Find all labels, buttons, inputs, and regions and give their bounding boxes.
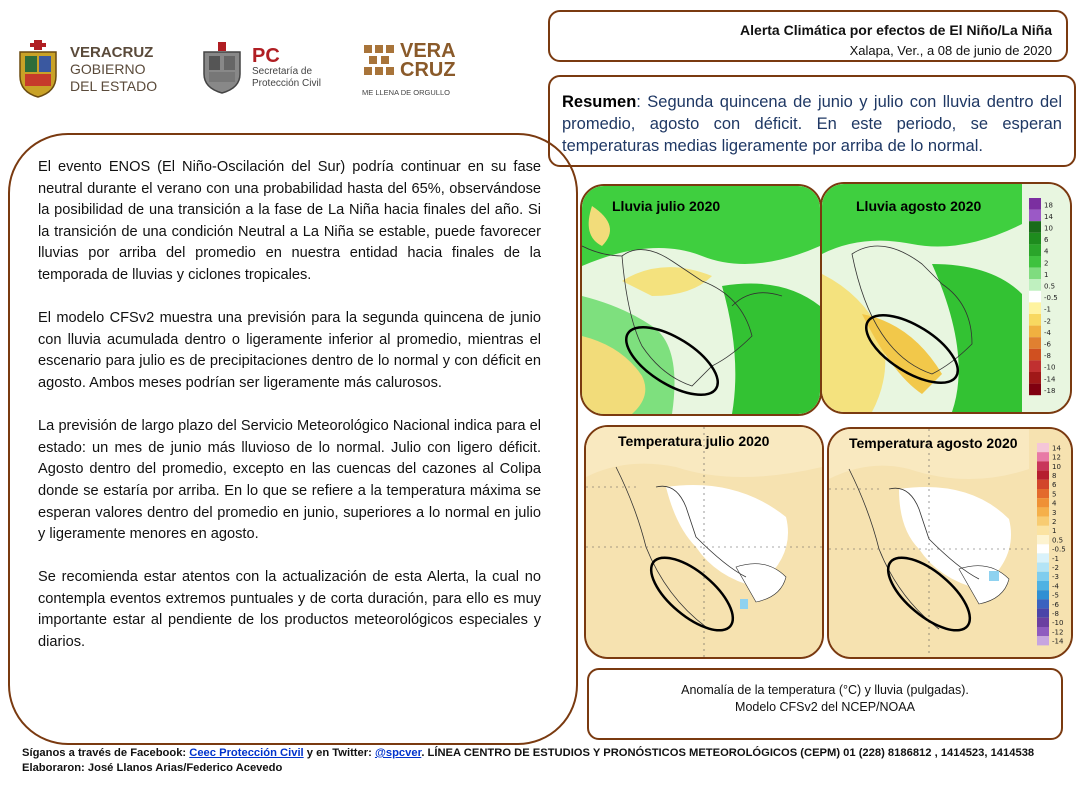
rain-legend-swatch (1029, 314, 1041, 326)
temp-legend-tick-label: -10 (1052, 619, 1064, 628)
rain-legend-swatch (1029, 291, 1041, 303)
temp-legend-tick-label: 12 (1052, 453, 1061, 462)
rain-legend-swatch (1029, 384, 1041, 396)
rain-legend-swatch (1029, 349, 1041, 361)
pc-line-1: Secretaría de (252, 66, 313, 77)
temp-legend-tick-label: -8 (1052, 609, 1059, 618)
footer-suffix: . LÍNEA CENTRO DE ESTUDIOS Y PRONÓSTICOS METEOROLÓGICOS (CEPM) 01 (228) 8186812 , 1414523, 1414538 (421, 747, 1035, 759)
footer-middle: y en Twitter: (303, 747, 375, 759)
temp-august-map-image (829, 429, 1071, 657)
rain-legend-tick-label: -8 (1044, 352, 1051, 361)
caption-line-2: Modelo CFSv2 del NCEP/NOAA (735, 700, 915, 714)
footer-credits: Elaboraron: José Llanos Arias/Federico Acevedo (22, 762, 283, 774)
temp-legend-swatch (1037, 581, 1049, 590)
temp-august-label: Temperatura agosto 2020 (849, 435, 1018, 451)
rain-legend-tick-label: 6 (1044, 236, 1049, 245)
rain-august-map-image (822, 184, 1070, 412)
temp-legend-swatch (1037, 507, 1049, 516)
temp-legend-swatch (1037, 599, 1049, 608)
logo-line-1: VERACRUZ (70, 43, 154, 61)
summary-box (548, 75, 1076, 167)
rain-july-map (580, 184, 822, 416)
rain-august-map (820, 182, 1072, 414)
alert-dateline: Xalapa, Ver., a 08 de junio de 2020 (849, 43, 1052, 58)
rain-legend-swatch (1029, 233, 1041, 245)
logo-line-2: GOBIERNO (70, 60, 146, 77)
temp-legend-swatch (1037, 489, 1049, 498)
pc-line-2: Protección Civil (252, 78, 321, 89)
temp-july-label: Temperatura julio 2020 (618, 433, 770, 449)
temp-legend-tick-label: 4 (1052, 499, 1057, 508)
rain-legend-swatch (1029, 372, 1041, 384)
temp-legend-tick-label: 3 (1052, 508, 1057, 517)
temp-legend-swatch (1037, 517, 1049, 526)
state-shield-icon (14, 40, 62, 98)
rain-legend-tick-label: 14 (1044, 212, 1053, 221)
logo-line-3: DEL ESTADO (70, 77, 158, 94)
caption-line-1: Anomalía de la temperatura (°C) y lluvia (pulgadas). (681, 683, 969, 697)
rain-legend-tick-label: -18 (1044, 386, 1056, 395)
summary-label: Resumen (562, 93, 637, 111)
brand-line-1: VERA (400, 40, 456, 62)
temp-legend-tick-label: -5 (1052, 591, 1059, 600)
temp-legend-tick-label: -14 (1052, 637, 1064, 646)
proteccion-civil-logo (200, 42, 321, 94)
paragraph-enso: El evento ENOS (El Niño-Oscilación del Sur) podría continuar en su fase neutral durante el verano con una probabilidad hasta del 65%, observándose la posibilidad de una transición a la fase de La Niña hacia finales del año. Si la transición de una condición Neutral a La Niña se estable, puede favorecer lluvias por arriba del promedio en nuestra entidad hacia finales de la temporada de lluvias y ciclones tropicales. (38, 159, 541, 283)
temp-legend-tick-label: -3 (1052, 573, 1059, 582)
main-text (38, 157, 541, 675)
maps-caption (587, 668, 1063, 740)
temp-legend-swatch (1037, 526, 1049, 535)
temp-legend-swatch (1037, 461, 1049, 470)
alert-title-box (548, 10, 1068, 62)
footer (22, 746, 1072, 776)
temp-legend-tick-label: 14 (1052, 444, 1061, 453)
ornament-icon (362, 43, 396, 79)
temp-legend-tick-label: 0.5 (1052, 536, 1064, 545)
rain-legend-swatch (1029, 268, 1041, 280)
summary-text: : Segunda quincena de junio y julio con lluvia dentro del promedio, agosto con déficit. En este periodo, se esperan temperaturas medias ligeramente por arriba de lo normal. (562, 93, 1062, 155)
temp-legend-swatch (1037, 636, 1049, 645)
facebook-link[interactable]: Ceec Protección Civil (189, 747, 304, 759)
temp-legend-tick-label: 1 (1052, 527, 1057, 536)
paragraph-recommendation: Se recomienda estar atentos con la actualización de esta Alerta, la cual no contempla eventos extremos puntuales y de corta duración, para ello es muy importante estar al pendiente de los productos meteorológicos especiales y diarios. (38, 569, 541, 651)
rain-legend-tick-label: 2 (1044, 259, 1049, 268)
paragraph-smn: La previsión de largo plazo del Servicio Meteorológico Nacional indica para el estado: un mes de junio más lluvioso de lo normal. Julio con ligero déficit. Agosto dentro del promedio, excepto en las cuencas del cazones al Colipa donde se estaría por arriba. En lo que se refiere a la temperatura máxima se esperan valores dentro del promedio en junio, superiores a lo normal en julio y ligeramente menores en agosto. (38, 418, 541, 543)
pc-shield-icon (200, 42, 244, 94)
temp-legend-swatch (1037, 590, 1049, 599)
temp-legend-swatch (1037, 535, 1049, 544)
rain-legend-swatch (1029, 244, 1041, 256)
vera-cruz-brand-logo (362, 42, 456, 97)
pc-abbr: PC (252, 45, 280, 67)
veracruz-government-logo (14, 40, 157, 98)
temp-legend-tick-label: 8 (1052, 471, 1057, 480)
temp-legend-swatch (1037, 563, 1049, 572)
rain-legend-tick-label: -14 (1044, 375, 1056, 384)
temp-legend-tick-label: -2 (1052, 563, 1059, 572)
rain-august-label: Lluvia agosto 2020 (856, 198, 982, 214)
temp-legend-swatch (1037, 609, 1049, 618)
temp-legend-tick-label: 6 (1052, 481, 1057, 490)
temp-legend-swatch (1037, 553, 1049, 562)
temp-legend-swatch (1037, 443, 1049, 452)
brand-line-2: CRUZ (400, 59, 456, 81)
rain-legend-swatch (1029, 302, 1041, 314)
rain-legend-tick-label: 18 (1044, 201, 1053, 210)
temp-legend-tick-label: 2 (1052, 517, 1057, 526)
rain-legend-tick-label: -0.5 (1044, 294, 1058, 303)
rain-legend-tick-label: 0.5 (1044, 282, 1056, 291)
rain-legend-swatch (1029, 210, 1041, 222)
rain-legend-tick-label: -1 (1044, 305, 1051, 314)
rain-july-map-image (582, 186, 820, 414)
rain-legend-tick-label: 10 (1044, 224, 1053, 233)
temp-legend-tick-label: 5 (1052, 490, 1057, 499)
temp-legend-tick-label: -0.5 (1052, 545, 1066, 554)
footer-contact-line (22, 746, 1072, 761)
rain-legend-swatch (1029, 279, 1041, 291)
temp-legend-tick-label: 10 (1052, 462, 1061, 471)
temp-legend-swatch (1037, 572, 1049, 581)
rain-legend-tick-label: -4 (1044, 328, 1051, 337)
temp-legend-swatch (1037, 480, 1049, 489)
temp-legend-swatch (1037, 627, 1049, 636)
rain-legend-tick-label: -6 (1044, 340, 1051, 349)
rain-legend-swatch (1029, 326, 1041, 338)
temp-legend-tick-label: -4 (1052, 582, 1059, 591)
rain-legend-tick-label: 1 (1044, 270, 1049, 279)
footer-prefix: Síganos a través de Facebook: (22, 747, 190, 759)
rain-legend-tick-label: 4 (1044, 247, 1049, 256)
temp-legend-tick-label: -6 (1052, 600, 1059, 609)
rain-legend-swatch (1029, 221, 1041, 233)
temp-legend-tick-label: -1 (1052, 554, 1059, 563)
alert-title: Alerta Climática por efectos de El Niño/La Niña (740, 22, 1052, 38)
temp-august-map (827, 427, 1073, 659)
rain-legend-swatch (1029, 337, 1041, 349)
rain-legend-swatch (1029, 360, 1041, 372)
rain-legend-swatch (1029, 198, 1041, 210)
temp-july-map-image (586, 427, 822, 657)
temp-july-map (584, 425, 824, 659)
temp-legend-swatch (1037, 452, 1049, 461)
rain-legend-swatch (1029, 256, 1041, 268)
temp-legend-tick-label: -12 (1052, 628, 1064, 637)
temp-legend-swatch (1037, 544, 1049, 553)
twitter-link[interactable]: @spcver (374, 747, 422, 759)
temp-legend-swatch (1037, 498, 1049, 507)
temp-legend-swatch (1037, 471, 1049, 480)
rain-legend-tick-label: -10 (1044, 363, 1056, 372)
rain-july-label: Lluvia julio 2020 (612, 198, 721, 214)
rain-legend-tick-label: -2 (1044, 317, 1051, 326)
paragraph-cfsv2: El modelo CFSv2 muestra una previsión para la segunda quincena de junio con lluvia acumulada dentro o ligeramente inferior al promedio, mientras el escenario para julio es de precipitaciones dentro de lo normal y con déficit en agosto. Ambos meses podrían ser ligeramente más calurosos. (38, 310, 541, 391)
temp-legend-swatch (1037, 618, 1049, 627)
brand-tagline: ME LLENA DE ORGULLO (362, 88, 450, 97)
